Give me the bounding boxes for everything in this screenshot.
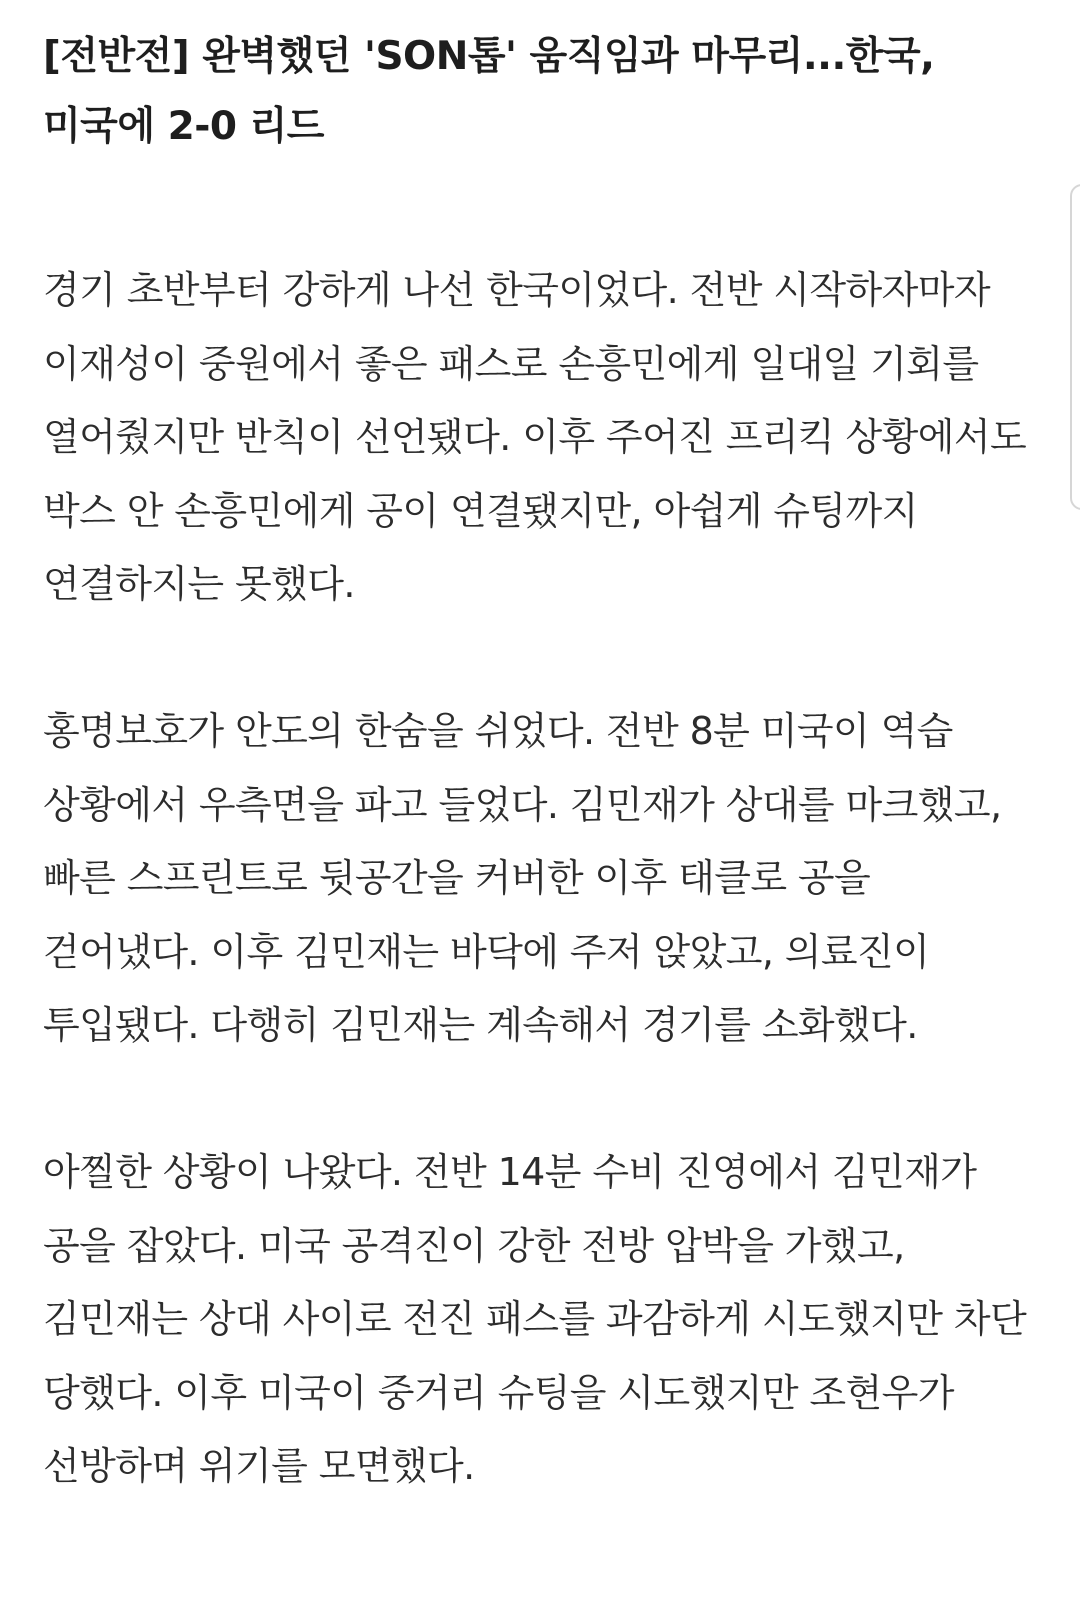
article-headline: [전반전] 완벽했던 'SON톱' 움직임과 마무리...한국, 미국에 2-0 리드 bbox=[43, 34, 935, 149]
article-paragraph: 홍명보호가 안도의 한숨을 쉬었다. 전반 8분 미국이 역습 상황에서 우측면을 파고 들었다. 김민재가 상대를 마크했고, 빠른 스프린트로 뒷공간을 커버한 이후 태클로 공을 걷어냈다. 이후 김민재는 바닥에 주저 앉았고, 의료진이 투입됐다. 다행히 김민재는 계속해서 경기를 소화했다. bbox=[43, 709, 1002, 1047]
article-body bbox=[43, 254, 1032, 1504]
article-paragraph: 경기 초반부터 강하게 나선 한국이었다. 전반 시작하자마자 이재성이 중원에서 좋은 패스로 손흥민에게 일대일 기회를 열어줬지만 반칙이 선언됐다. 이후 주어진 프리킥 상황에서도 박스 안 손흥민에게 공이 연결됐지만, 아쉽게 슈팅까지 연결하지는 못했다. bbox=[43, 268, 1027, 606]
article-paragraph: 아찔한 상황이 나왔다. 전반 14분 수비 진영에서 김민재가 공을 잡았다. 미국 공격진이 강한 전방 압박을 가했고, 김민재는 상대 사이로 전진 패스를 과감하게 시도했지만 차단 당했다. 이후 미국이 중거리 슈팅을 시도했지만 조현우가 선방하며 위기를 모면했다. bbox=[43, 1150, 1027, 1488]
side-scroll-handle[interactable] bbox=[1070, 184, 1080, 510]
